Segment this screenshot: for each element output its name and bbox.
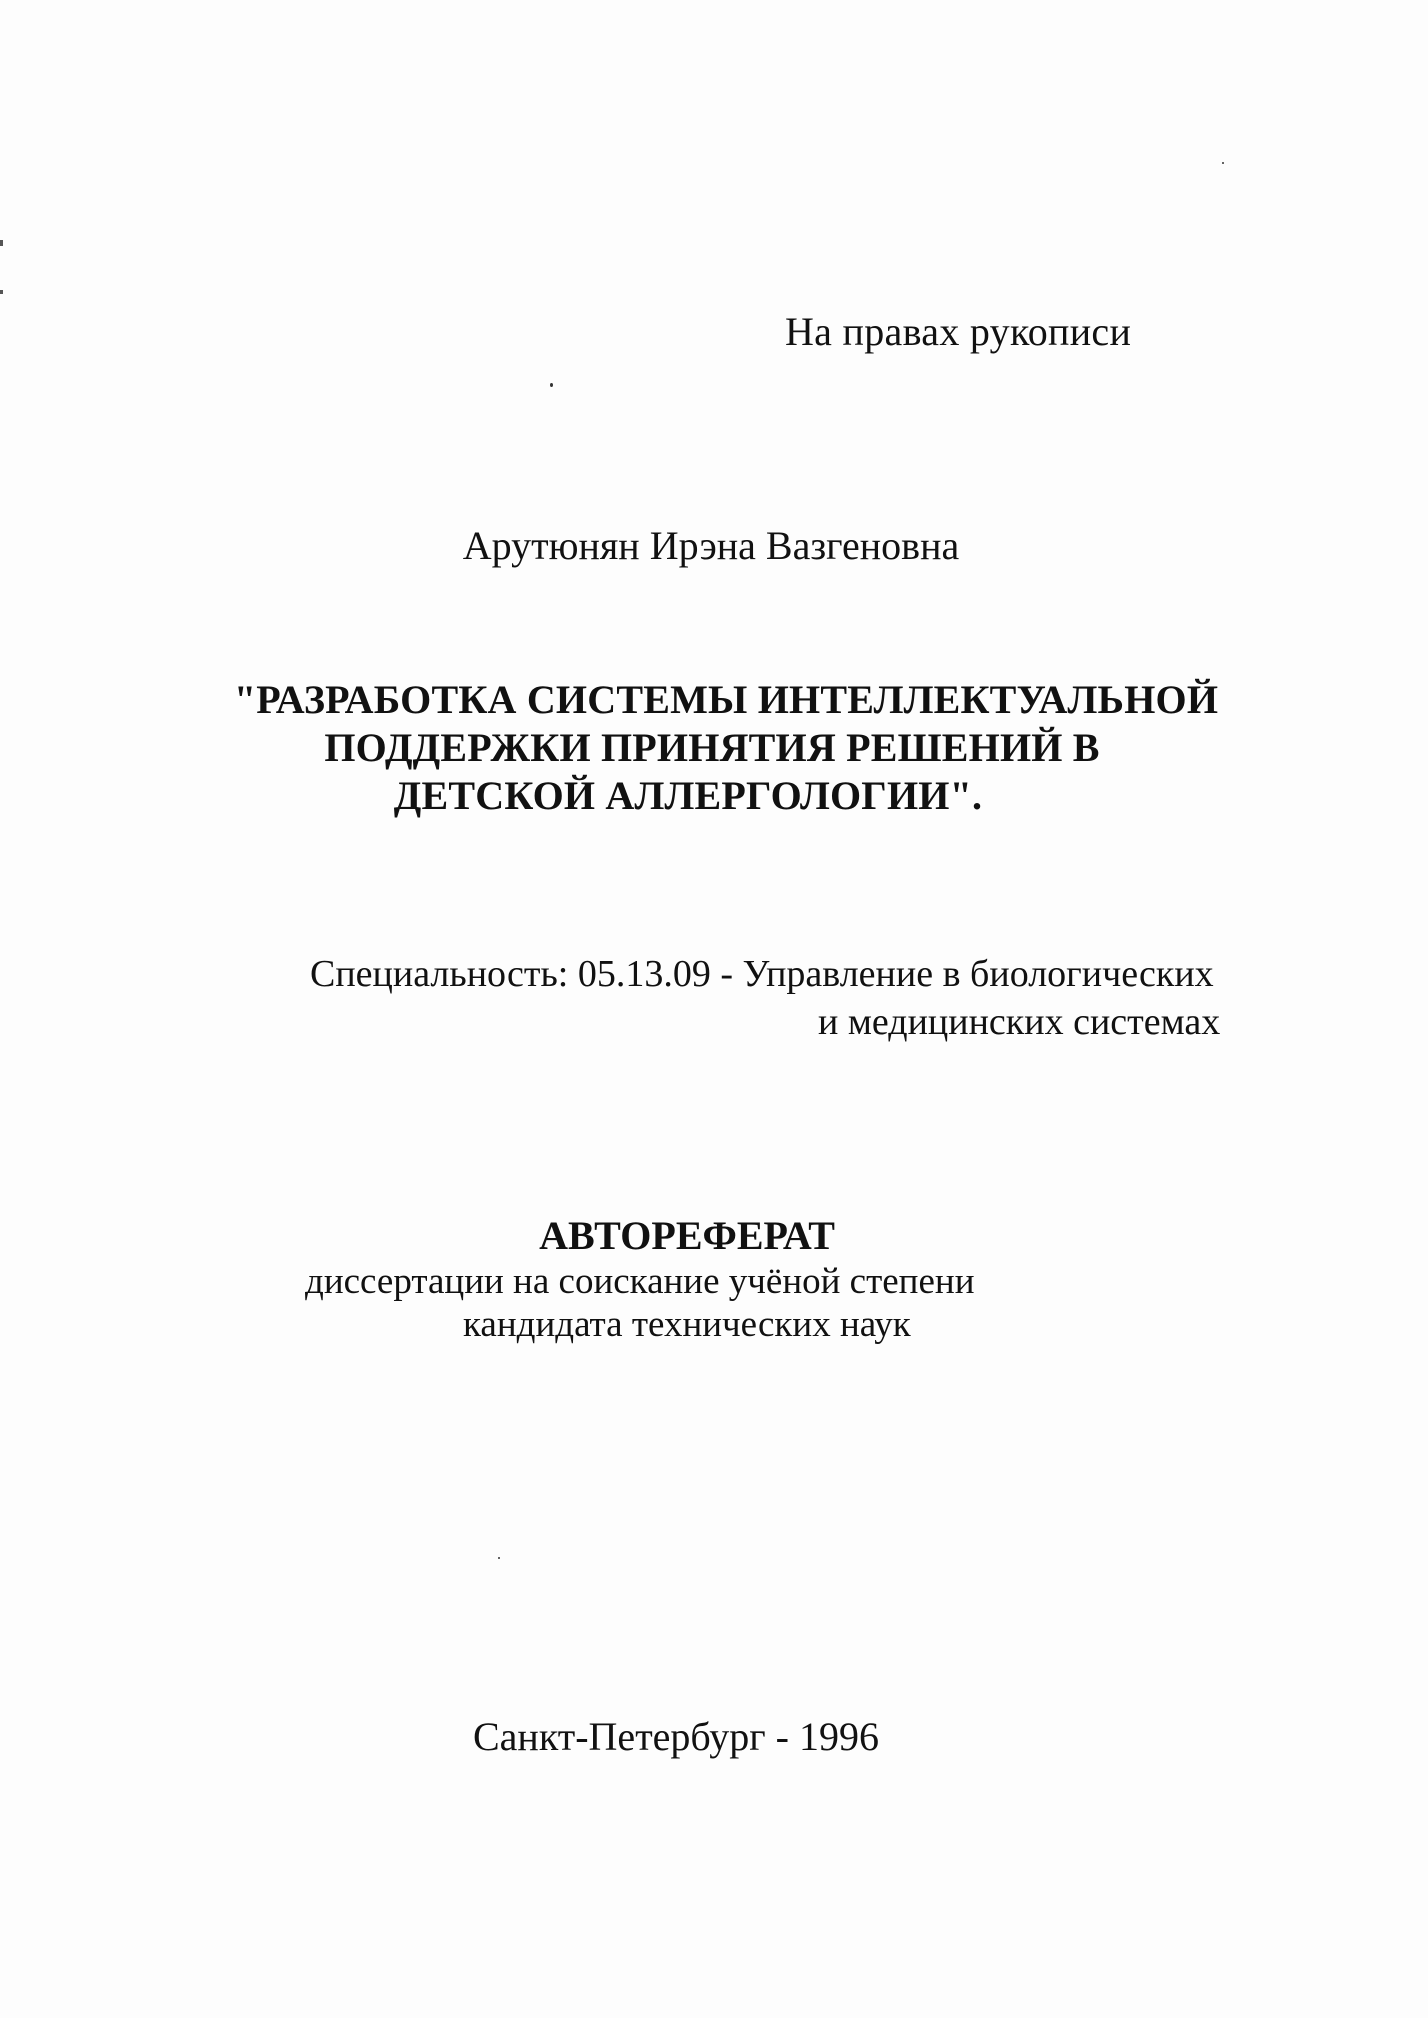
manuscript-note: На правах рукописи: [785, 309, 1132, 354]
title-line-2: [0, 725, 1428, 770]
title-line-1-text: "РАЗРАБОТКА СИСТЕМЫ ИНТЕЛЛЕКТУАЛЬНОЙ: [233, 677, 1219, 722]
scan-speck: [1222, 162, 1224, 164]
document-type-text: АВТОРЕФЕРАТ: [539, 1213, 835, 1258]
degree-line-2: кандидата технических наук: [463, 1304, 911, 1345]
title-line-2-text: ПОДДЕРЖКИ ПРИНЯТИЯ РЕШЕНИЙ В: [324, 725, 1100, 770]
specialty-line-2: и медицинских системах: [818, 1001, 1221, 1043]
scan-edge-mark: [0, 290, 3, 294]
author-name-text: Арутюнян Ирэна Вазгеновна: [462, 523, 960, 568]
degree-line-1: диссертации на соискание учёной степени: [305, 1261, 975, 1302]
scan-speck: [498, 1557, 500, 1559]
author-name: [0, 523, 1428, 568]
document-type: [0, 1213, 1428, 1258]
title-line-3: [0, 773, 1428, 818]
specialty-line-1: Специальность: 05.13.09 - Управление в биологических: [310, 953, 1214, 995]
title-line-3-text: ДЕТСКОЙ АЛЛЕРГОЛОГИИ".: [393, 773, 983, 818]
place-and-year: Санкт-Петербург - 1996: [473, 1714, 879, 1759]
scan-speck: [550, 383, 553, 387]
title-line-1: [0, 677, 1428, 722]
scan-edge-mark: [0, 240, 3, 246]
